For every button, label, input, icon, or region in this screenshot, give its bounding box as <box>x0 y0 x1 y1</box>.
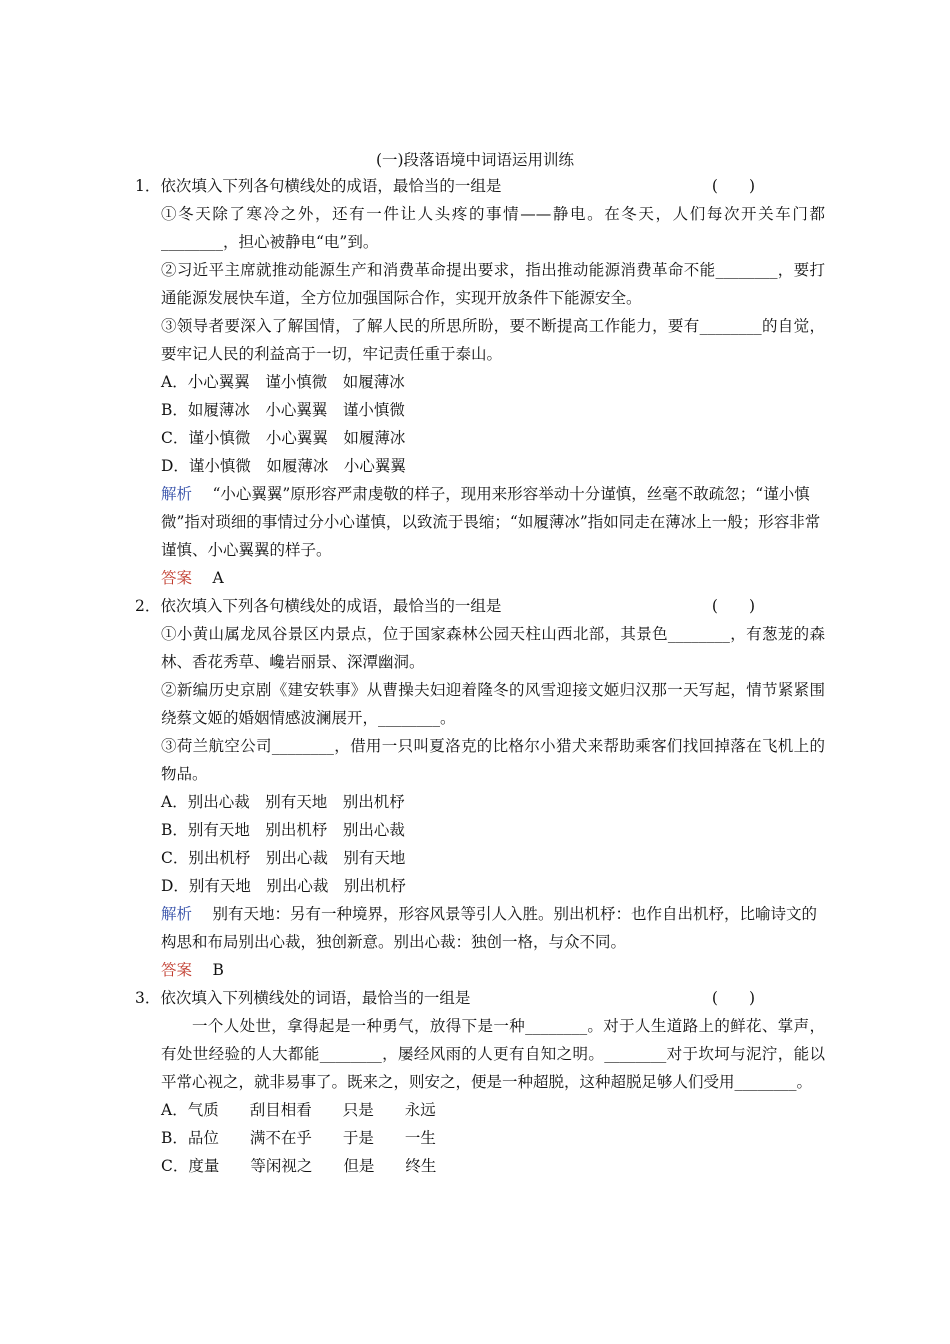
answer-parentheses: ( ) <box>711 177 755 195</box>
question-text: 2．依次填入下列各句横线处的成语，最恰当的一组是 <box>135 597 502 615</box>
analysis-block <box>135 900 825 956</box>
option-a: A．气质 刮目相看 只是 永远 <box>161 1101 436 1119</box>
answer-value: B <box>212 961 224 979</box>
passage-text: 一个人处世，拿得起是一种勇气，放得下是一种________。对于人生道路上的鲜花、掌声，有处世经验的人大都能________，屡经风雨的人更有自知之明。________对于坎坷与泥泞，能以平常心视之，就非易事了。既来之，则安之，便是一种超脱，这种超脱足够人们受用________。 <box>161 1017 825 1091</box>
analysis-label: 解析 <box>161 485 193 503</box>
question-stem <box>135 984 825 1012</box>
answer-parentheses: ( ) <box>711 989 755 1007</box>
question-1 <box>135 172 825 592</box>
answer-block <box>135 564 825 592</box>
sentence-2: ②习近平主席就推动能源生产和消费革命提出要求，指出推动能源消费革命不能________，要打通能源发展快车道，全方位加强国际合作，实现开放条件下能源安全。 <box>161 261 825 307</box>
answer-parentheses: ( ) <box>711 597 755 615</box>
section-title: (一)段落语境中词语运用训练 <box>375 151 575 169</box>
answer-label: 答案 <box>161 569 193 587</box>
sentence-1: ①小黄山属龙凤谷景区内景点，位于国家森林公园天柱山西北部，其景色________，有葱茏的森林、香花秀草、巉岩丽景、深潭幽洞。 <box>161 625 825 671</box>
exercise-content <box>135 172 825 1180</box>
analysis-text: “小心翼翼”原形容严肃虔敬的样子，现用来形容举动十分谨慎，丝毫不敢疏忽；“谨小慎微”指对琐细的事情过分小心谨慎，以致流于畏缩；“如履薄冰”指如同走在薄冰上一般；形容非常谨慎、小心翼翼的样子。 <box>161 485 821 559</box>
option-d: D．别有天地 别出心裁 别出机杼 <box>161 877 406 895</box>
option-c: C．谨小慎微 小心翼翼 如履薄冰 <box>161 429 406 447</box>
sentence-2: ②新编历史京剧《建安轶事》从曹操夫妇迎着隆冬的风雪迎接文姬归汉那一天写起，情节紧紧围绕蔡文姬的婚姻情感波澜展开，________。 <box>161 681 825 727</box>
sentence-1: ①冬天除了寒冷之外，还有一件让人头疼的事情——静电。在冬天，人们每次开关车门都________，担心被静电“电”到。 <box>161 205 825 251</box>
question-text: 3．依次填入下列横线处的词语，最恰当的一组是 <box>135 989 471 1007</box>
option-b: B．如履薄冰 小心翼翼 谨小慎微 <box>161 401 405 419</box>
question-2 <box>135 592 825 984</box>
analysis-text: 别有天地：另有一种境界，形容风景等引人入胜。别出机杼：也作自出机杼，比喻诗文的构思和布局别出心裁，独创新意。别出心裁：独创一格，与众不同。 <box>161 905 817 951</box>
option-b: B．品位 满不在乎 于是 一生 <box>161 1129 436 1147</box>
analysis-block <box>135 480 825 564</box>
option-a: A．别出心裁 别有天地 别出机杼 <box>161 793 405 811</box>
question-3 <box>135 984 825 1180</box>
answer-label: 答案 <box>161 961 193 979</box>
answer-value: A <box>212 569 224 587</box>
question-text: 1．依次填入下列各句横线处的成语，最恰当的一组是 <box>135 177 502 195</box>
option-a: A．小心翼翼 谨小慎微 如履薄冰 <box>161 373 405 391</box>
sentence-3: ③领导者要深入了解国情，了解人民的所思所盼，要不断提高工作能力，要有________的自觉，要牢记人民的利益高于一切，牢记责任重于泰山。 <box>161 317 825 363</box>
option-c: C．度量 等闲视之 但是 终生 <box>161 1157 437 1175</box>
answer-block <box>135 956 825 984</box>
option-d: D．谨小慎微 如履薄冰 小心翼翼 <box>161 457 406 475</box>
option-c: C．别出机杼 别出心裁 别有天地 <box>161 849 406 867</box>
option-b: B．别有天地 别出机杼 别出心裁 <box>161 821 405 839</box>
sentence-3: ③荷兰航空公司________，借用一只叫夏洛克的比格尔小猎犬来帮助乘客们找回掉落在飞机上的物品。 <box>161 737 825 783</box>
analysis-label: 解析 <box>161 905 193 923</box>
question-stem <box>135 592 825 620</box>
question-stem <box>135 172 825 200</box>
